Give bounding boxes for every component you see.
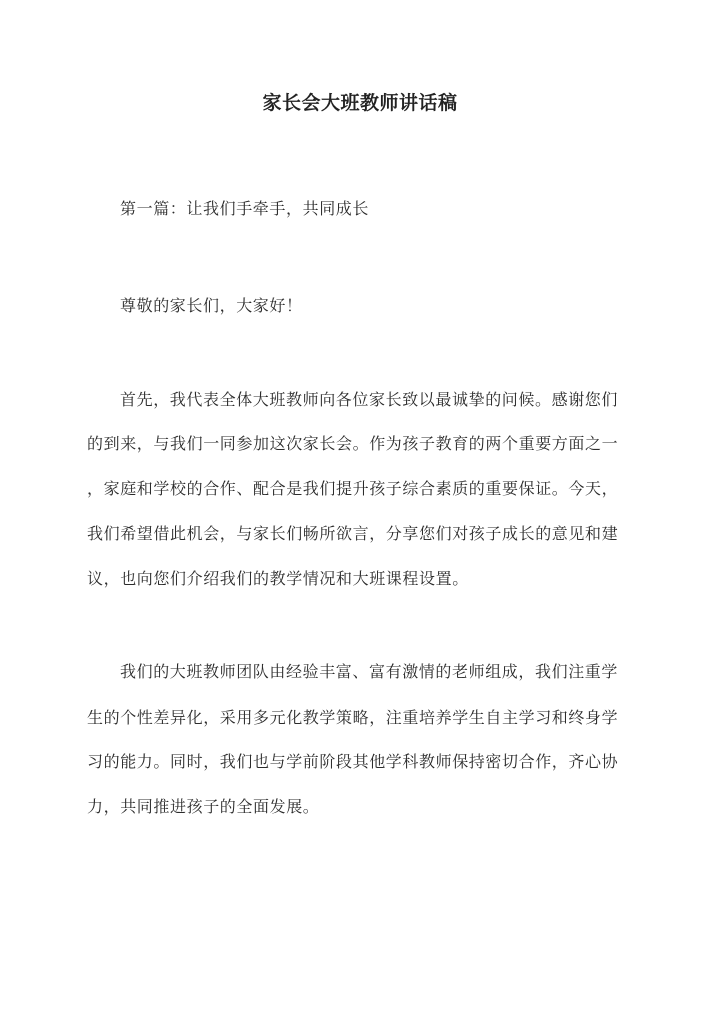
section-heading: 第一篇：让我们手牵手，共同成长 (120, 199, 370, 218)
paragraph-line: 议，也向您们介绍我们的教学情况和大班课程设置。 (87, 569, 469, 588)
paragraph-line: 力，共同推进孩子的全面发展。 (87, 797, 320, 816)
paragraph-line: 我们希望借此机会，与家长们畅所欲言，分享您们对孩子成长的意见和建 (87, 524, 619, 543)
paragraph-line: 首先，我代表全体大班教师向各位家长致以最诚挚的问候。感谢您们 (120, 390, 619, 409)
paragraph-line: 生的个性差异化，采用多元化教学策略，注重培养学生自主学习和终身学 (87, 708, 619, 727)
document-title: 家长会大班教师讲话稿 (262, 92, 458, 114)
greeting: 尊敬的家长们，大家好！ (120, 296, 303, 315)
paragraph-line: 习的能力。同时，我们也与学前阶段其他学科教师保持密切合作，齐心协 (87, 752, 619, 771)
paragraph-line: ，家庭和学校的合作、配合是我们提升孩子综合素质的重要保证。今天， (87, 479, 619, 498)
paragraph-line: 的到来，与我们一同参加这次家长会。作为孩子教育的两个重要方面之一 (87, 434, 619, 453)
paragraph-line: 我们的大班教师团队由经验丰富、富有激情的老师组成，我们注重学 (120, 662, 619, 681)
